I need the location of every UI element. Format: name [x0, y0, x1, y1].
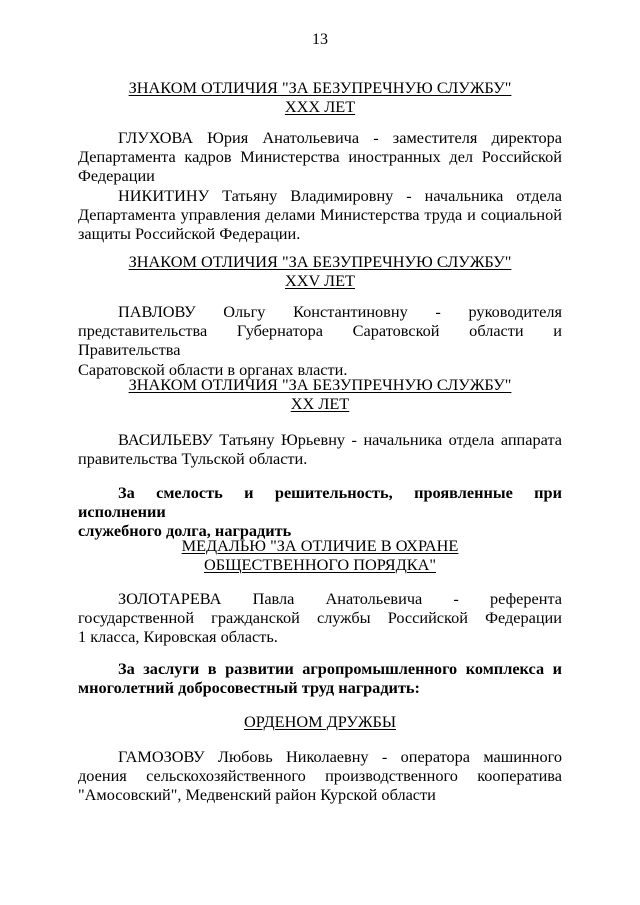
- intro-line: За смелость и решительность, проявленные при исполнении: [78, 483, 562, 522]
- entry-line: "Амосовский", Медвенский район Курской области: [78, 785, 436, 805]
- entry-line: государственной гражданской службы Российской Федерации: [78, 608, 562, 628]
- section-heading-line2: XX ЛЕТ: [290, 393, 350, 413]
- award-entry: [78, 747, 562, 805]
- entry-line: ЗОЛОТАРЕВА Павла Анатольевича - референта: [118, 589, 562, 608]
- section-heading-line1: ЗНАКОМ ОТЛИЧИЯ "ЗА БЕЗУПРЕЧНУЮ СЛУЖБУ": [128, 375, 512, 394]
- order-heading: [0, 713, 640, 732]
- intro-line: служебного долга, наградить: [78, 521, 292, 541]
- entry-line: Департамента кадров Министерства иностранных дел Российской: [78, 147, 562, 167]
- section-heading-xx: [0, 376, 640, 413]
- intro-line: многолетний добросовестный труд наградить:: [78, 678, 420, 698]
- medal-heading-line2: ОБЩЕСТВЕННОГО ПОРЯДКА": [204, 554, 436, 574]
- entry-line: 1 класса, Кировская область.: [78, 627, 278, 647]
- section-heading-xxv: [0, 253, 640, 290]
- entry-line: ГЛУХОВА Юрия Анатольевича - заместителя директора: [118, 128, 562, 147]
- entry-line: НИКИТИНУ Татьяну Владимировну - начальника отдела: [118, 185, 562, 205]
- entry-line: представительства Губернатора Саратовской области и Правительства: [78, 321, 562, 360]
- entry-line: ГАМОЗОВУ Любовь Николаевну - оператора машинного: [118, 747, 562, 766]
- award-intro: [78, 659, 562, 697]
- entry-line: Саратовской области в органах власти.: [78, 359, 348, 379]
- medal-heading-line1: МЕДАЛЬЮ "ЗА ОТЛИЧИЕ В ОХРАНЕ: [181, 536, 459, 555]
- entry-line: защиты Российской Федерации.: [78, 224, 301, 244]
- award-entry: [78, 128, 562, 243]
- section-heading-line2: XXX ЛЕТ: [284, 96, 356, 116]
- section-heading-xxx: [0, 79, 640, 116]
- page-number: 13: [312, 31, 328, 48]
- intro-line: За заслуги в развитии агропромышленного комплекса и: [118, 659, 562, 678]
- award-intro: [78, 483, 562, 541]
- section-heading-line1: ЗНАКОМ ОТЛИЧИЯ "ЗА БЕЗУПРЕЧНУЮ СЛУЖБУ": [128, 78, 512, 97]
- award-entry: [78, 302, 562, 379]
- section-heading-line1: ЗНАКОМ ОТЛИЧИЯ "ЗА БЕЗУПРЕЧНУЮ СЛУЖБУ": [128, 252, 512, 271]
- entry-line: правительства Тульской области.: [78, 449, 308, 469]
- award-entry: [78, 589, 562, 647]
- award-entry: [78, 430, 562, 468]
- entry-line: доения сельскохозяйственного производственного кооператива: [78, 766, 562, 786]
- medal-heading: [0, 537, 640, 574]
- order-heading-line: ОРДЕНОМ ДРУЖБЫ: [243, 712, 397, 731]
- entry-line: ВАСИЛЬЕВУ Татьяну Юрьевну - начальника отдела аппарата: [118, 430, 562, 449]
- entry-line: ПАВЛОВУ Ольгу Константиновну - руководителя: [118, 302, 562, 321]
- entry-line: Федерации: [78, 166, 155, 186]
- entry-line: Департамента управления делами Министерства труда и социальной: [78, 204, 562, 224]
- section-heading-line2: XXV ЛЕТ: [285, 270, 355, 290]
